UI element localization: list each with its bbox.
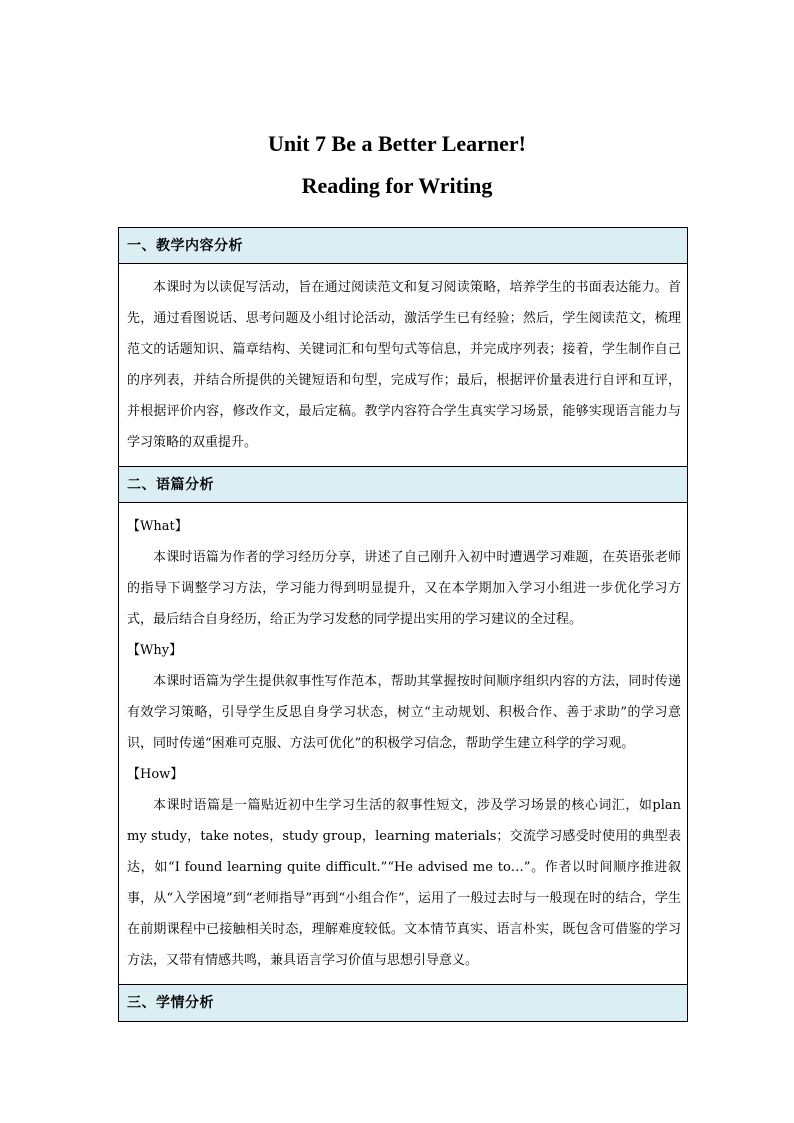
section-body-content-analysis [119, 264, 687, 467]
section-heading-content-analysis: 一、教学内容分析 [119, 228, 687, 264]
what-label: 【What】 [127, 519, 188, 534]
section-heading-text-analysis: 二、语篇分析 [119, 467, 687, 503]
what-paragraph: 本课时语篇为作者的学习经历分享，讲述了自己刚升入初中时遭遇学习难题，在英语张老师的指导下调整学习方法，学习能力得到明显提升，又在本学期加入学习小组进一步优化学习方式，最后结合自身经历，给正为学习发愁的同学提出实用的学习建议的全过程。 [127, 550, 681, 627]
how-paragraph: 本课时语篇是一篇贴近初中生学习生活的叙事性短文，涉及学习场景的核心词汇，如plan my study，take notes，study group，learning materials；交流学习感受时使用的典型表达，如“I found learning quite difficult.”“He advised me to…”。作者以时间顺序推进叙事，从“入学困境”到“老师指导”再到“小组合作”，运用了一般过去时与一般现在时的结合，学生在前期课程中已接触相关时态，理解难度较低。文本情节真实、语言朴实，既包含可借鉴的学习方法，又带有情感共鸣，兼具语言学习价值与思想引导意义。 [127, 798, 681, 968]
why-label: 【Why】 [127, 643, 183, 658]
lesson-plan-table [118, 227, 688, 1022]
section-body-text-analysis [119, 503, 687, 985]
document-subtitle: Reading for Writing [301, 173, 493, 198]
document-title: Unit 7 Be a Better Learner! [267, 131, 527, 156]
content-analysis-paragraph: 本课时为以读促写活动，旨在通过阅读范文和复习阅读策略，培养学生的书面表达能力。首先，通过看图说话、思考问题及小组讨论活动，激活学生已有经验；然后，学生阅读范文，梳理范文的话题知识、篇章结构、关键词汇和句型句式等信息，并完成序列表；接着，学生制作自己的序列表，并结合所提供的关键短语和句型，完成写作；最后，根据评价量表进行自评和互评，并根据评价内容，修改作文，最后定稿。教学内容符合学生真实学习场景，能够实现语言能力与学习策略的双重提升。 [127, 280, 681, 450]
why-paragraph: 本课时语篇为学生提供叙事性写作范本，帮助其掌握按时间顺序组织内容的方法，同时传递有效学习策略，引导学生反思自身学习状态，树立“主动规划、积极合作、善于求助”的学习意识，同时传递“困难可克服、方法可优化”的积极学习信念，帮助学生建立科学的学习观。 [127, 674, 681, 751]
how-label: 【How】 [127, 767, 184, 782]
section-heading-learner-analysis: 三、学情分析 [119, 985, 687, 1021]
